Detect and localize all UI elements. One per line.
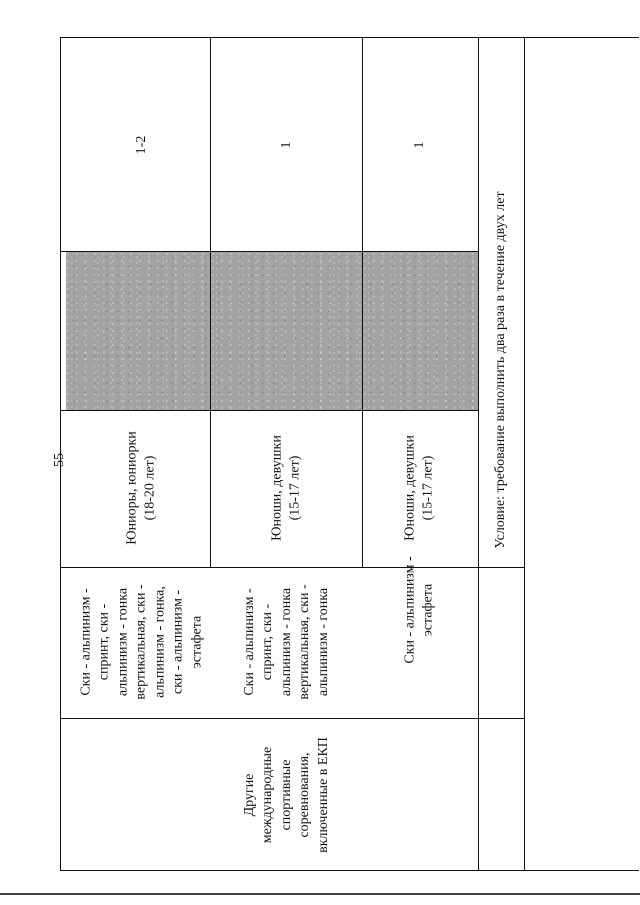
age-group-2: Юноши, девушки (15-17 лет) xyxy=(269,435,303,541)
shaded-cell-3 xyxy=(363,252,478,410)
discipline-3: Ски - альпинизм - эстафета xyxy=(402,556,436,664)
page-number: 55 xyxy=(52,453,67,467)
shaded-cell-2 xyxy=(211,252,362,410)
age-group-3: Юноши, девушки (15-17 лет) xyxy=(402,435,436,541)
place-value-1: 1-2 xyxy=(133,135,149,155)
condition-note: Условие: требование выполнить два раза в течение двух лет xyxy=(492,191,508,549)
row-line-discipline-bottom xyxy=(60,718,524,719)
place-value-3: 1 xyxy=(411,141,427,149)
discipline-1: Ски - альпинизм - спринт, ски - альпинизм - гонка вертикальная, ски - альпинизм - гонка, ски - альпинизм - эстафета xyxy=(78,584,205,700)
shaded-cell-1 xyxy=(66,252,210,410)
col-line-4 xyxy=(524,37,525,871)
row-line-age-bottom xyxy=(60,567,524,568)
discipline-2: Ски - альпинизм - спринт, ски - альпинизм - гонка вертикальная, ски - альпинизм - гонка xyxy=(241,584,331,700)
col-line-3 xyxy=(478,37,479,871)
row-line-shade-bottom xyxy=(60,410,478,411)
place-value-2: 1 xyxy=(278,141,294,149)
competition-type: Другие международные спортивные соревнования, включенные в ЕКП xyxy=(241,737,331,853)
age-group-1: Юниоры, юниорки (18-20 лет) xyxy=(124,431,158,545)
